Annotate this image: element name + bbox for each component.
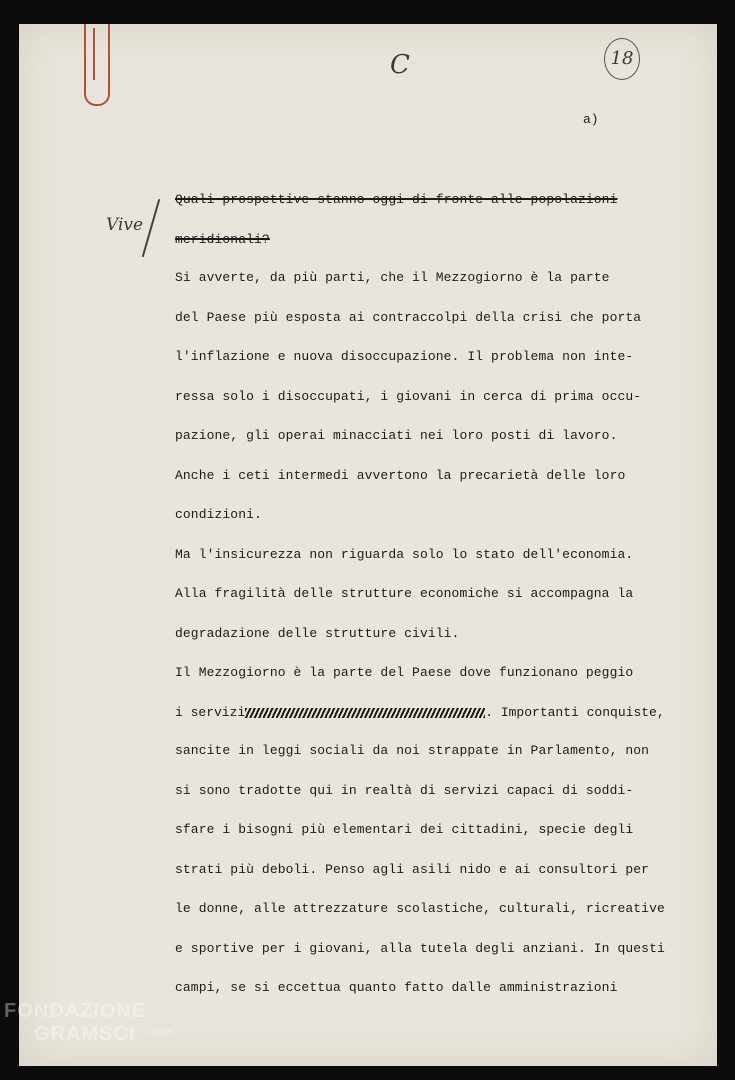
text-line: l'inflazione e nuova disoccupazione. Il problema non inte-	[175, 349, 634, 364]
text-line: condizioni.	[175, 507, 262, 522]
text-line: si sono tradotte qui in realtà di servizi capaci di soddi-	[175, 782, 634, 798]
handwritten-letter: C	[390, 50, 410, 80]
margin-note: Vive	[106, 215, 144, 235]
text-line: sfare i bisogni più elementari dei cittadini, specie degli	[175, 822, 634, 837]
struck-heading-line-2: meridionali?	[175, 232, 270, 247]
text-line: le donne, alle attrezzature scolastiche, culturali, ricreative	[175, 901, 665, 916]
text-line: ressa solo i disoccupati, i giovani in cerca di prima occu-	[175, 388, 642, 404]
text-line: campi, se si eccettua quanto fatto dalle amministrazioni	[175, 980, 618, 995]
servizi-after: . Importanti conquiste,	[485, 705, 665, 720]
page-number: 18	[604, 38, 640, 80]
text-line: sancite in leggi sociali da noi strappate in Parlamento, non	[175, 743, 650, 758]
scribbled-out-text	[245, 708, 485, 718]
text-line: e sportive per i giovani, alla tutela degli anziani. In questi	[175, 940, 665, 956]
text-line: Alla fragilità delle strutture economiche si accompagna la	[175, 586, 634, 601]
text-line: strati più deboli. Penso agli asili nido e ai consultori per	[175, 861, 650, 877]
text-line: pazione, gli operai minacciati nei loro posti di lavoro.	[175, 428, 618, 443]
servizi-before: i servizi	[175, 705, 246, 720]
struck-heading-line-1: Quali prospettive stanno oggi di fronte alle popolazioni	[175, 192, 618, 207]
text-line: Ma l'insicurezza non riguarda solo lo stato dell'economia.	[175, 546, 634, 562]
watermark-line-2: GRAMSCI	[34, 1023, 136, 1045]
watermark-line-1: FONDAZIONE	[4, 1000, 147, 1022]
watermark-logo	[4, 1000, 172, 1046]
text-line: degradazione delle strutture civili.	[175, 625, 460, 641]
text-line: Si avverte, da più parti, che il Mezzogiorno è la parte	[175, 270, 610, 285]
section-label: a)	[583, 112, 599, 127]
watermark-line-3: onlus	[150, 1026, 172, 1036]
text-line: del Paese più esposta ai contraccolpi della crisi che porta	[175, 309, 642, 325]
paperclip-mark-icon	[84, 24, 110, 106]
text-line: Anche i ceti intermedi avvertono la precarietà delle loro	[175, 467, 626, 483]
text-line: Il Mezzogiorno è la parte del Paese dove funzionano peggio	[175, 665, 634, 680]
servizi-line	[175, 705, 665, 720]
